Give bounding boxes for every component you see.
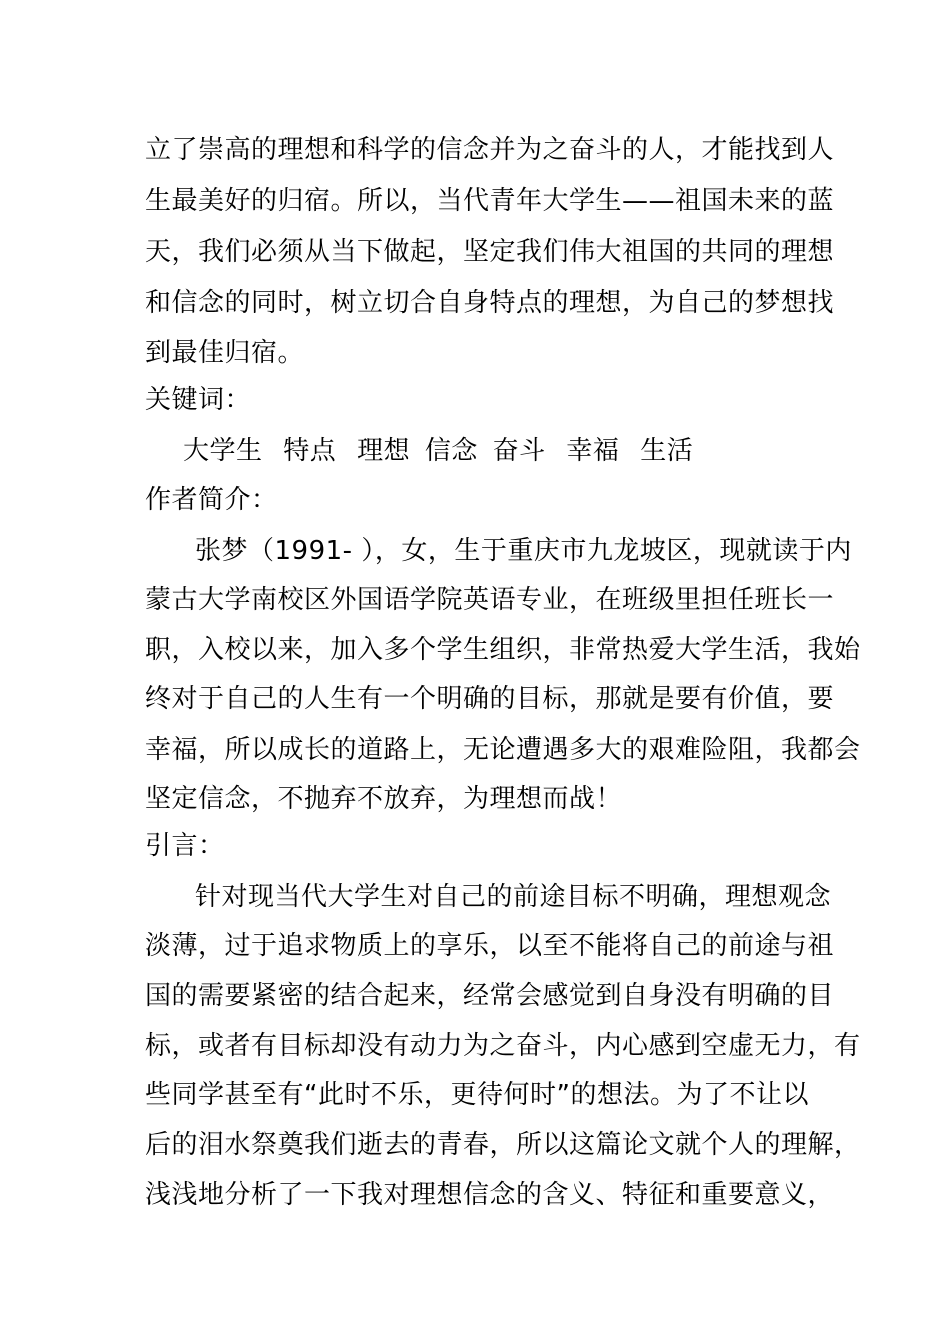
introduction-line: 淡薄，过于追求物质上的享乐，以至不能将自己的前途与祖 xyxy=(145,931,835,961)
author-line: 蒙古大学南校区外国语学院英语专业，在班级里担任班长一 xyxy=(145,585,835,615)
keywords-list xyxy=(183,434,863,468)
abstract-line: 立了崇高的理想和科学的信念并为之奋斗的人，才能找到人 xyxy=(145,135,835,165)
keywords-heading: 关键词： xyxy=(145,385,252,415)
abstract-line: 天，我们必须从当下做起，坚定我们伟大祖国的共同的理想 xyxy=(145,237,835,267)
keyword: 大学生 xyxy=(183,436,263,466)
introduction-line: 些同学甚至有“此时不乐，更待何时”的想法。为了不让以 xyxy=(145,1080,809,1110)
author-heading: 作者简介： xyxy=(145,485,278,515)
keyword: 幸福 xyxy=(566,436,620,466)
author-line: 坚定信念，不抛弃不放弃，为理想而战！ xyxy=(145,784,623,814)
author-line: 职，入校以来，加入多个学生组织，非常热爱大学生活，我始 xyxy=(145,635,861,665)
abstract-line: 和信念的同时，树立切合自身特点的理想，为自己的梦想找 xyxy=(145,288,835,318)
keyword: 信念 xyxy=(424,436,478,466)
keyword: 奋斗 xyxy=(492,436,546,466)
author-line: 终对于自己的人生有一个明确的目标，那就是要有价值，要 xyxy=(145,684,835,714)
keyword: 理想 xyxy=(357,436,411,466)
author-line: 张梦（1991- ），女，生于重庆市九龙坡区，现就读于内 xyxy=(195,536,852,566)
author-line: 幸福，所以成长的道路上，无论遭遇多大的艰难险阻，我都会 xyxy=(145,735,861,765)
keyword: 特点 xyxy=(283,436,337,466)
introduction-line: 标，或者有目标却没有动力为之奋斗，内心感到空虚无力，有 xyxy=(145,1031,861,1061)
introduction-line: 后的泪水祭奠我们逝去的青春，所以这篇论文就个人的理解， xyxy=(145,1130,861,1160)
introduction-line: 针对现当代大学生对自己的前途目标不明确，理想观念 xyxy=(195,882,832,912)
keyword: 生活 xyxy=(640,436,694,466)
abstract-line: 到最佳归宿。 xyxy=(145,338,305,368)
introduction-line: 国的需要紧密的结合起来，经常会感觉到自身没有明确的目 xyxy=(145,981,835,1011)
introduction-heading: 引言： xyxy=(145,831,225,861)
abstract-line: 生最美好的归宿。所以，当代青年大学生——祖国未来的蓝 xyxy=(145,186,835,216)
introduction-line: 浅浅地分析了一下我对理想信念的含义、特征和重要意义， xyxy=(145,1180,835,1210)
